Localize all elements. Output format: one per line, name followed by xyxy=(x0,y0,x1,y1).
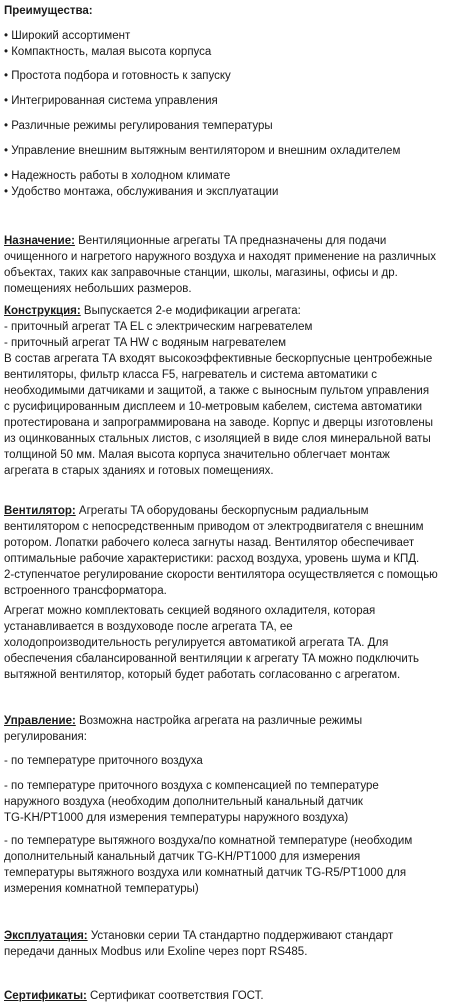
advantages-section xyxy=(4,3,463,19)
construction-section xyxy=(4,303,463,479)
control-text: - по температуре вытяжного воздуха/по комнатной температуре (необходим xyxy=(4,835,413,847)
control-text: Возможна настройка агрегата на различные режимы xyxy=(75,715,363,727)
fan-text: устанавливается в воздуховоде после агрегата TA, ее xyxy=(4,621,293,633)
purpose-text: Вентиляционные агрегаты TA предназначены для подачи xyxy=(74,235,387,247)
control-mode-3 xyxy=(4,833,463,897)
construction-label: Конструкция: xyxy=(4,305,81,317)
certificates-text: Сертификат соответствия ГОСТ. xyxy=(86,990,264,1002)
construction-text: - приточный агрегат TA EL с электрическим нагревателем xyxy=(4,321,313,333)
construction-text: толщиной 50 мм. Малая высота корпуса значительно облегчает монтаж xyxy=(4,449,390,461)
fan-section xyxy=(4,503,463,599)
control-text: температуры вытяжного воздуха или комнатный датчик TG-R5/PT1000 для xyxy=(4,867,407,879)
construction-text: Выпускается 2-е модификации агрегата: xyxy=(80,305,301,317)
fan-text: холодопроизводительность регулируется автоматикой агрегата TA. Для xyxy=(4,637,389,649)
control-text: наружного воздуха (необходим дополнительный канальный датчик xyxy=(4,796,363,808)
fan-paragraph-2 xyxy=(4,603,463,683)
certificates-section xyxy=(4,988,463,1004)
control-text: - по температуре приточного воздуха с компенсацией по температуре xyxy=(4,780,379,792)
advantages-list xyxy=(4,93,463,109)
purpose-label: Назначение: xyxy=(4,235,75,247)
fan-text: 2-ступенчатое регулирование скорости вентилятора осуществляется с помощью xyxy=(4,569,438,581)
list-item: • Управление внешним вытяжным вентилятором и внешним охладителем xyxy=(4,145,401,157)
control-mode-2 xyxy=(4,778,463,826)
advantages-list xyxy=(4,28,463,60)
fan-text: Агрегат можно комплектовать секцией водяного охладителя, которая xyxy=(4,605,376,617)
construction-text: - приточный агрегат TA HW с водяным нагревателем xyxy=(4,337,287,349)
advantages-list xyxy=(4,68,463,84)
list-item: • Компактность, малая высота корпуса xyxy=(4,46,212,58)
list-item: • Интегрированная система управления xyxy=(4,95,218,107)
fan-text: обеспечения сбалансированной вентиляции к агрегату TA можно подключить xyxy=(4,653,420,665)
purpose-text: объектах, таких как заправочные станции, школы, магазины, офисы и др. xyxy=(4,267,398,279)
list-item: • Широкий ассортимент xyxy=(4,30,131,42)
list-item: • Надежность работы в холодном климате xyxy=(4,170,231,182)
construction-text: с русифицированным дисплеем и 10-метровым кабелем, система автоматики xyxy=(4,401,423,413)
fan-text: встроенного трансформатора. xyxy=(4,585,167,597)
construction-text: агрегата в старых зданиях и готовых помещениях. xyxy=(4,465,274,477)
purpose-text: помещениях небольших размеров. xyxy=(4,283,192,295)
operation-text: Установки серии TA стандартно поддерживают стандарт xyxy=(87,930,394,942)
fan-text: вытяжной вентилятор, который будет работать согласованно с агрегатом. xyxy=(4,669,401,681)
list-item: • Удобство монтажа, обслуживания и эксплуатации xyxy=(4,186,279,198)
control-text: - по температуре приточного воздуха xyxy=(4,755,203,767)
purpose-text: очищенного и нагретого наружного воздуха и находят применение на различных xyxy=(4,251,436,263)
fan-text: вентилятором с непосредственным приводом от электродвигателя с внешним xyxy=(4,521,424,533)
construction-text: из оцинкованных стальных листов, с изоляцией в виде слоя минеральной ваты xyxy=(4,433,431,445)
advantages-list xyxy=(4,143,463,159)
construction-text: необходимыми датчиками и защитой, а также с выносным пультом управления xyxy=(4,385,430,397)
control-section xyxy=(4,713,463,745)
operation-section xyxy=(4,928,463,960)
list-item: • Различные режимы регулирования температуры xyxy=(4,120,273,132)
certificates-label: Сертификаты: xyxy=(4,990,87,1002)
operation-text: передачи данных Modbus или Exoline через порт RS485. xyxy=(4,946,308,958)
fan-text: Агрегаты TA оборудованы бескорпусным радиальным xyxy=(75,505,369,517)
fan-label: Вентилятор: xyxy=(4,505,76,517)
purpose-section xyxy=(4,233,463,297)
fan-text: оптимальные рабочие характеристики: расход воздуха, уровень шума и КПД. xyxy=(4,553,420,565)
list-item: • Простота подбора и готовность к запуску xyxy=(4,70,231,82)
advantages-list xyxy=(4,168,463,200)
construction-text: В состав агрегата ТА входят высокоэффективные бескорпусные центробежные xyxy=(4,353,433,365)
advantages-heading: Преимущества: xyxy=(4,5,93,17)
control-text: TG-KH/PT1000 для измерения температуры наружного воздуха) xyxy=(4,812,349,824)
control-mode-1 xyxy=(4,753,463,769)
control-text: измерения комнатной температуры) xyxy=(4,883,199,895)
control-text: дополнительный канальный датчик TG-KH/PT1000 для измерения xyxy=(4,851,361,863)
advantages-list xyxy=(4,118,463,134)
construction-text: протестирована и запрограммирована на заводе. Корпус и дверцы изготовлены xyxy=(4,417,434,429)
control-text: регулирования: xyxy=(4,731,87,743)
operation-label: Эксплуатация: xyxy=(4,930,88,942)
control-label: Управление: xyxy=(4,715,76,727)
fan-text: ротором. Лопатки рабочего колеса загнуты назад. Вентилятор обеспечивает xyxy=(4,537,415,549)
construction-text: вентиляторы, фильтр класса F5, нагреватель и система автоматики с xyxy=(4,369,378,381)
